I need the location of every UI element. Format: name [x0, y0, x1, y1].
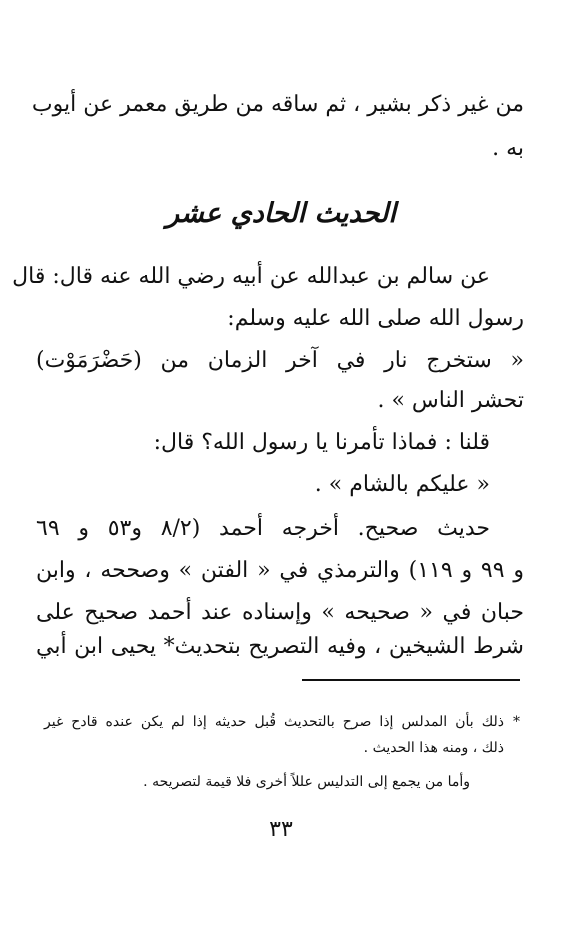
body-line: عن سالم بن عبدالله عن أبيه رضي الله عنه قال: قال: [12, 264, 490, 289]
hadith-heading: الحديث الحادي عشر: [166, 198, 396, 229]
body-line: تحشر الناس » .: [377, 388, 524, 413]
footnote-marker: *: [513, 714, 520, 730]
body-line: « عليكم بالشام » .: [314, 472, 490, 497]
body-line: « ستخرج نار في آخر الزمان من (حَضْرَمَوْت): [36, 348, 524, 373]
body-line: شرط الشيخين ، وفيه التصريح بتحديث* يحيى ابن أبي: [36, 634, 524, 659]
body-line: من غير ذكر بشير ، ثم ساقه من طريق معمر عن أيوب: [31, 92, 524, 117]
footnote-line: ذلك ، ومنه هذا الحديث .: [363, 740, 504, 756]
body-line: حديث صحيح. أخرجه أحمد (٨/٢ و٥٣ و ٦٩: [36, 516, 490, 541]
footnote-line: ذلك بأن المدلس إذا صرح بالتحديث قُبل حديثه إذا لم يكن عنده قادح غير: [44, 714, 504, 730]
footnote-divider: [302, 679, 520, 681]
body-line: و ٩٩ و ١١٩) والترمذي في « الفتن » وصححه ، وابن: [36, 558, 525, 583]
footnote-line: وأما من يجمع إلى التدليس عللاً أخرى فلا قيمة لتصريحه .: [143, 774, 470, 790]
page-number: ٣٣: [269, 817, 293, 842]
body-line: حبان في « صحيحه » وإسناده عند أحمد صحيح على: [36, 600, 524, 625]
body-line: به .: [492, 136, 524, 161]
body-line: قلنا : فماذا تأمرنا يا رسول الله؟ قال:: [153, 430, 490, 455]
body-line: رسول الله صلى الله عليه وسلم:: [227, 306, 524, 331]
